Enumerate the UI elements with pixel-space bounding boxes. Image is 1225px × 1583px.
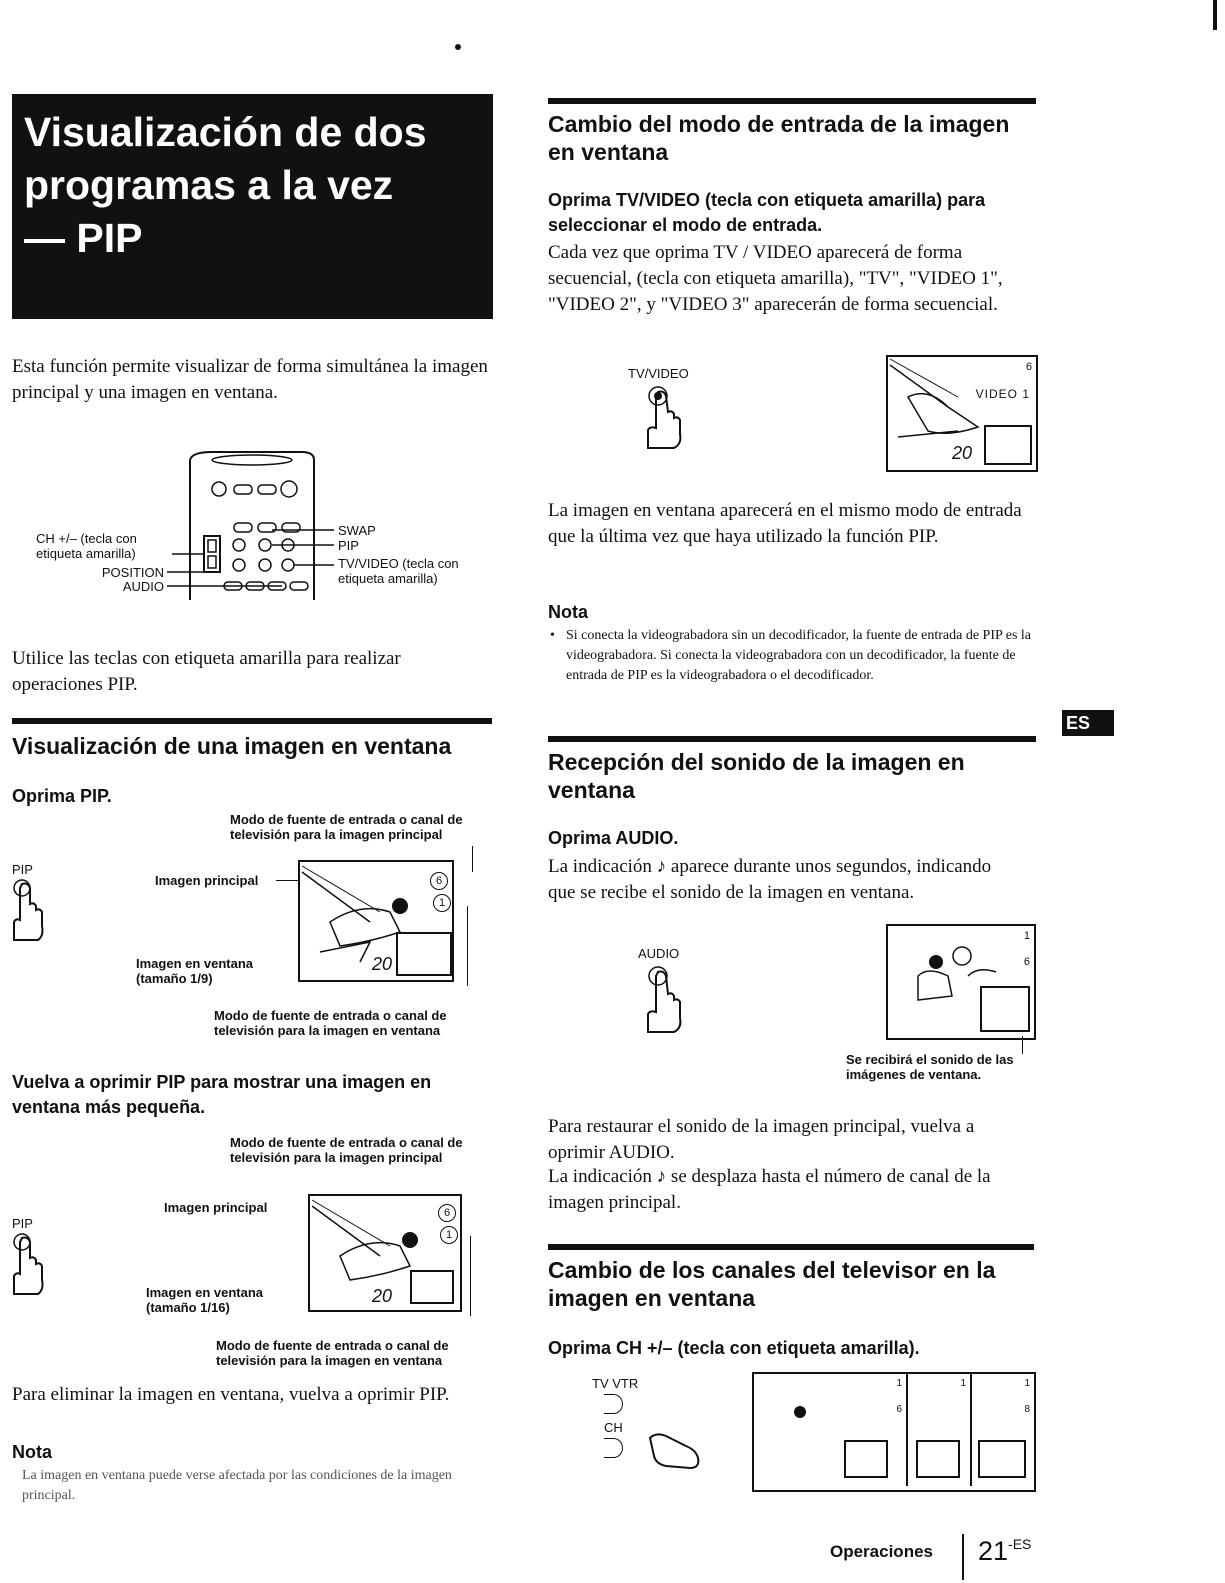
input-mode-text: Cada vez que oprima TV / VIDEO aparecerá de forma secuencial, (tecla con etiqueta amarilla), "TV", "VIDEO 1", "VIDEO 2", y "VIDEO 3" aparecerán de forma secuencial. xyxy=(548,242,1003,315)
sound-tv-screen xyxy=(886,924,1036,1040)
footer-suffix: -ES xyxy=(1008,1536,1032,1552)
fig1-window-pointer-line xyxy=(467,906,468,986)
step-press-tvvideo: Oprima TV/VIDEO (tecla con etiqueta amarilla) para seleccionar el modo de entrada. xyxy=(548,190,986,235)
yellow-keys-note: Utilice las teclas con etiqueta amarilla para realizar operaciones PIP. xyxy=(12,648,401,695)
footer-page: 21 xyxy=(978,1536,1009,1566)
label-pip: PIP xyxy=(338,538,359,553)
section-heading-input: Cambio del modo de entrada de la imagen en ventana xyxy=(548,111,1010,165)
section-heading-view: Visualización de una imagen en ventana xyxy=(12,733,452,759)
sound-screen-ch-window: 6 xyxy=(1023,956,1030,968)
fig1-main-source: Modo de fuente de entrada o canal de televisión para la imagen principal xyxy=(230,812,463,842)
channel-screen-1 xyxy=(754,1374,908,1486)
note-text-right-body: Si conecta la videograbadora sin un decodificador, la fuente de entrada de PIP es la videograbadora. Si conecta la videograbadora con un decodificador, la fuente de entrada de PIP es la videograbadora o el decodificador. xyxy=(566,628,1032,683)
fig1-ch-main: 6 xyxy=(430,872,448,890)
label-position: POSITION xyxy=(101,565,164,580)
label-tvvideo: TV/VIDEO (tecla con etiqueta amarilla) xyxy=(338,556,459,586)
fig2-overlay-num: 20 xyxy=(372,1286,393,1306)
channel-screens-strip xyxy=(752,1372,1036,1492)
fig2-window-image-label: Imagen en ventana (tamaño 1/16) xyxy=(146,1285,264,1315)
fig1-pip-button-label: PIP xyxy=(12,862,33,877)
fig1-main-image-label: Imagen principal xyxy=(155,873,259,888)
fig1-window-image-label: Imagen en ventana (tamaño 1/9) xyxy=(136,956,254,986)
step-press-audio: Oprima AUDIO. xyxy=(548,828,679,848)
tvvtr-button[interactable] xyxy=(604,1394,623,1414)
fig2-window-pointer-line xyxy=(470,1236,471,1316)
footer-divider xyxy=(962,1534,964,1580)
edge-mark xyxy=(1213,0,1217,30)
section-heading-sound: Recepción del sonido de la imagen en ventana xyxy=(548,749,965,803)
sound-caption: Se recibirá el sonido de las imágenes de ventana. xyxy=(846,1052,1014,1082)
channel-screen-3-ch-window: 8 xyxy=(1024,1404,1030,1415)
note-text-left: La imagen en ventana puede verse afectada por las condiciones de la imagen principal. xyxy=(22,1468,452,1503)
fig1-main-source-line xyxy=(472,846,473,872)
channel-screen-1-ch-main: 1 xyxy=(896,1378,902,1389)
title-line-2: programas a la vez xyxy=(24,162,394,208)
step-press-pip: Oprima PIP. xyxy=(12,786,112,806)
fig2-ch-window: 1 xyxy=(440,1226,458,1244)
input-screen-overlay: VIDEO 1 xyxy=(975,387,1030,401)
tvvideo-button-label: TV/VIDEO xyxy=(628,366,689,381)
fig1-ch-window: 1 xyxy=(433,894,451,912)
channel-screen-2-inset xyxy=(916,1440,960,1478)
fig2-tv-screen xyxy=(308,1194,462,1312)
fig2-finger-press-icon xyxy=(10,1230,50,1300)
label-swap: SWAP xyxy=(338,523,376,538)
note-title-left: Nota xyxy=(12,1442,52,1462)
title-block xyxy=(12,94,493,319)
language-tab: ES xyxy=(1062,710,1114,736)
input-tv-screen xyxy=(886,355,1038,472)
channel-screen-1-figure xyxy=(794,1406,806,1418)
channel-screen-1-ch-window: 6 xyxy=(896,1404,902,1415)
channel-screen-3-inset xyxy=(978,1440,1026,1478)
fig1-window-source: Modo de fuente de entrada o canal de televisión para la imagen en ventana xyxy=(214,1008,447,1038)
channel-screen-3-ch-main: 1 xyxy=(1024,1378,1030,1389)
fig1-overlay-num: 20 xyxy=(372,954,393,974)
channel-screen-3 xyxy=(972,1374,1034,1486)
note-text-right xyxy=(548,626,1034,686)
section-rule-channels xyxy=(548,1244,1034,1250)
title-line-3: — PIP xyxy=(24,215,143,261)
step-press-pip-again: Vuelva a oprimir PIP para mostrar una imagen en ventana más pequeña. xyxy=(12,1072,432,1117)
note-title-right: Nota xyxy=(548,602,588,622)
footer-page-number xyxy=(978,1536,1031,1567)
sound-screen-ch-main: 1 xyxy=(1023,930,1030,942)
label-audio: AUDIO xyxy=(122,579,164,594)
channel-screen-2-ch-main: 1 xyxy=(960,1378,966,1389)
input-window-inset xyxy=(984,425,1032,465)
fig1-tv-screen xyxy=(298,860,454,982)
sound-restore-2: La indicación ♪ se desplaza hasta el número de canal de la imagen principal. xyxy=(548,1166,991,1213)
remove-window-text: Para eliminar la imagen en ventana, vuelva a oprimir PIP. xyxy=(12,1384,450,1405)
sound-restore-1: Para restaurar el sonido de la imagen principal, vuelva a oprimir AUDIO. xyxy=(548,1116,975,1163)
fig2-main-image-label: Imagen principal xyxy=(164,1200,268,1215)
section-heading-channels: Cambio de los canales del televisor en la imagen en ventana xyxy=(548,1257,996,1311)
top-mark xyxy=(455,44,461,50)
section-rule-sound xyxy=(548,736,1036,742)
fig2-pip-button-label: PIP xyxy=(12,1216,33,1231)
channel-screen-1-inset xyxy=(844,1440,888,1478)
title-line-1: Visualización de dos xyxy=(24,109,427,155)
section-rule-view xyxy=(12,718,492,724)
audio-finger-press-icon xyxy=(640,962,690,1038)
page-title xyxy=(24,106,427,265)
fig1-finger-press-icon xyxy=(10,876,50,946)
input-screen-ch: 6 xyxy=(1025,361,1032,373)
fig2-window-source: Modo de fuente de entrada o canal de televisión para la imagen en ventana xyxy=(216,1338,449,1368)
input-after-text: La imagen en ventana aparecerá en el mismo modo de entrada que la última vez que haya utilizado la función PIP. xyxy=(548,500,1022,547)
fig1-window-inset xyxy=(396,932,452,976)
step-press-ch: Oprima CH +/– (tecla con etiqueta amarilla). xyxy=(548,1338,920,1358)
ch-button-label: CH xyxy=(604,1420,623,1435)
fig2-main-source: Modo de fuente de entrada o canal de televisión para la imagen principal xyxy=(230,1135,463,1165)
remote-diagram xyxy=(12,448,502,608)
tvvtr-button-label: TV VTR xyxy=(592,1376,639,1391)
note-bullet: • xyxy=(550,628,555,643)
channel-screen-2 xyxy=(908,1374,972,1486)
sound-text: La indicación ♪ aparece durante unos segundos, indicando que se recibe el sonido de la imagen en ventana. xyxy=(548,856,992,903)
sound-window-inset xyxy=(980,986,1030,1032)
section-rule-input xyxy=(548,98,1036,104)
label-ch: CH +/– (tecla con etiqueta amarilla) xyxy=(36,531,137,561)
footer-section: Operaciones xyxy=(830,1542,933,1561)
audio-button-label: AUDIO xyxy=(638,946,680,961)
tvvideo-finger-press-icon xyxy=(640,384,690,454)
fig2-ch-main: 6 xyxy=(438,1204,456,1222)
ch-button[interactable] xyxy=(604,1438,623,1458)
input-screen-num: 20 xyxy=(952,443,973,463)
fig2-window-inset xyxy=(410,1270,454,1304)
intro-text: Esta función permite visualizar de forma simultánea la imagen principal y una imagen en ventana. xyxy=(12,356,488,403)
ch-finger-press-icon xyxy=(646,1428,706,1472)
